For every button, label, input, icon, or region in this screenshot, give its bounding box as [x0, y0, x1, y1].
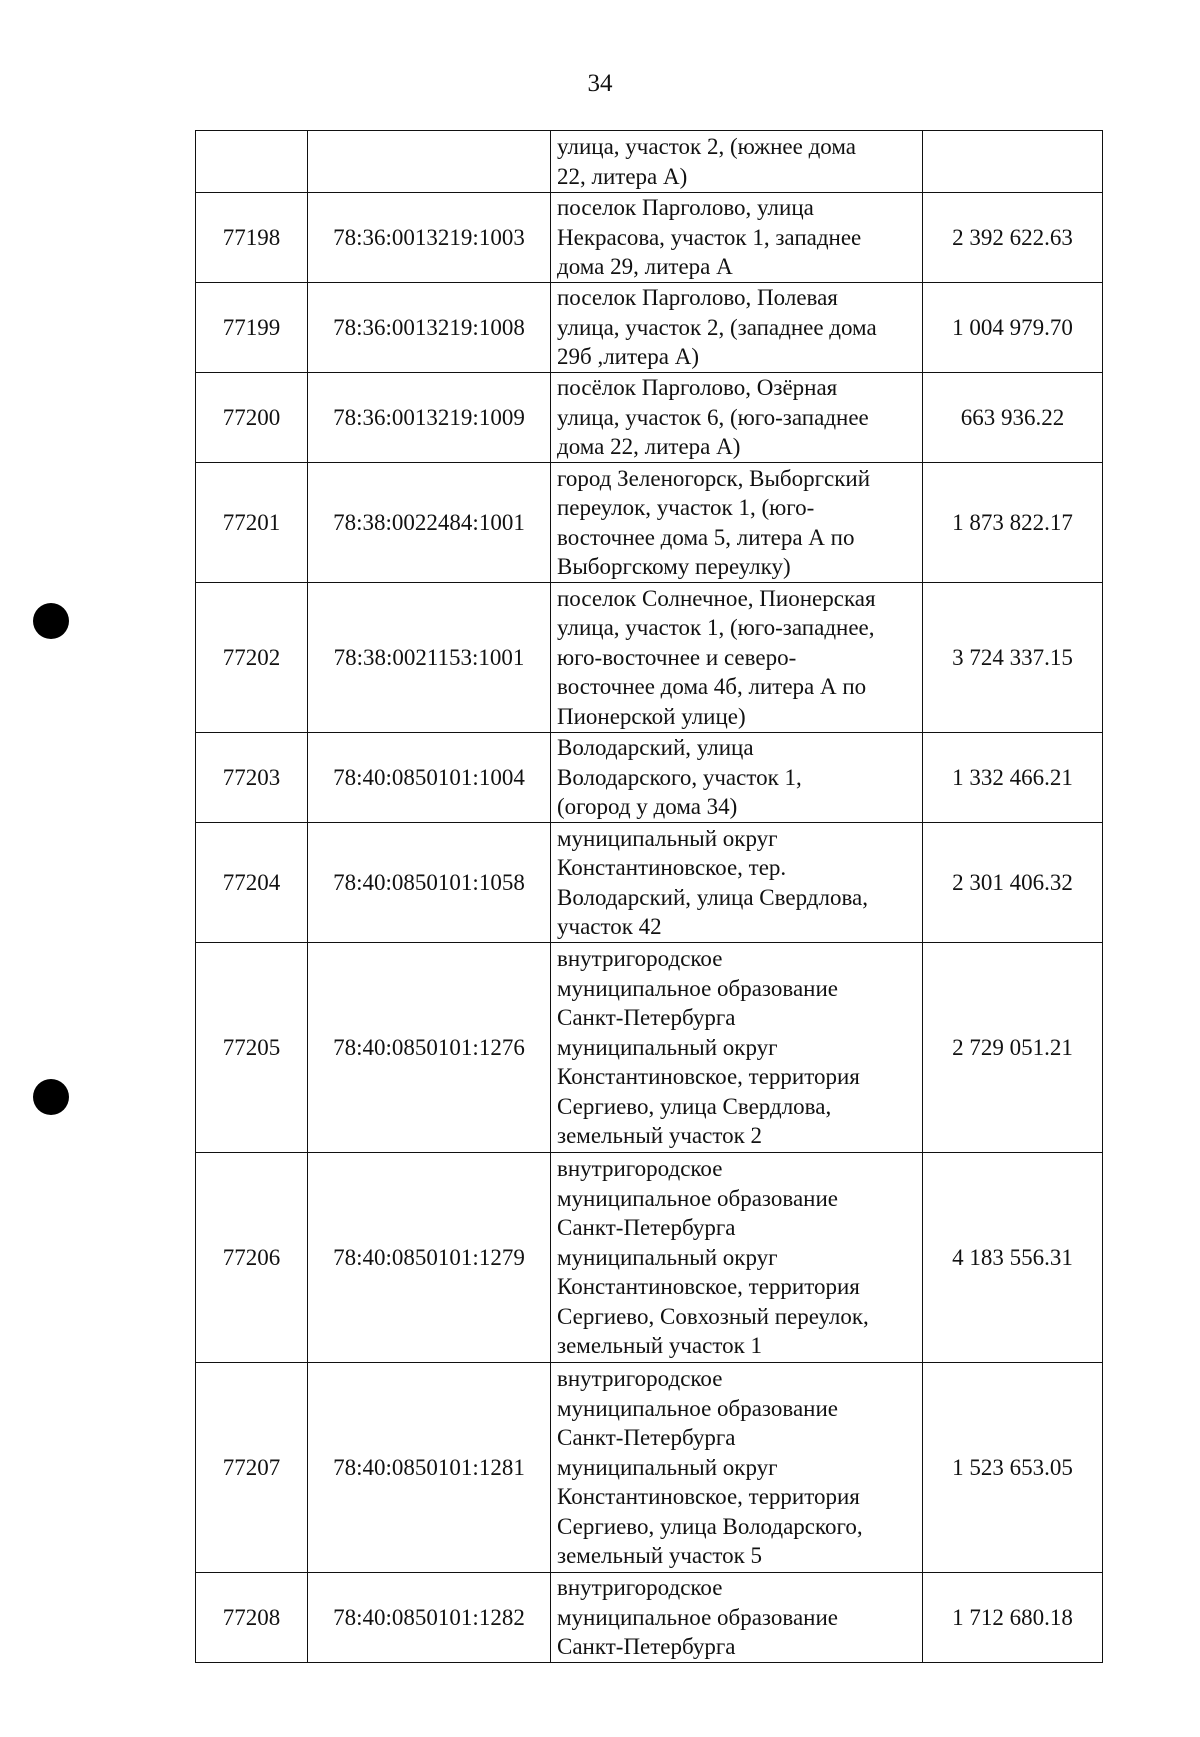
- address-cell: внутригородское муниципальное образование Санкт-Петербурга муниципальный округ Константиновское, территория Сергиево, улица Володарского, земельный участок 5: [551, 1363, 923, 1573]
- row-number-cell: [196, 131, 308, 193]
- row-number-cell: 77206: [196, 1153, 308, 1363]
- cadastral-number-cell: 78:38:0022484:1001: [308, 463, 551, 583]
- row-number-cell: 77203: [196, 733, 308, 823]
- land-plot-table: [195, 130, 1103, 1663]
- table-row: [196, 1363, 1103, 1573]
- cadastral-number-cell: 78:40:0850101:1281: [308, 1363, 551, 1573]
- punch-hole-mark: [33, 603, 69, 639]
- punch-hole-mark: [33, 1079, 69, 1115]
- row-number-cell: 77205: [196, 943, 308, 1153]
- cadastral-number-cell: 78:40:0850101:1279: [308, 1153, 551, 1363]
- address-cell: улица, участок 2, (южнее дома 22, литера А): [551, 131, 923, 193]
- table-row: [196, 1573, 1103, 1663]
- cadastral-value-cell: 2 729 051.21: [923, 943, 1103, 1153]
- table-row: [196, 823, 1103, 943]
- table-row: [196, 1153, 1103, 1363]
- row-number-cell: 77201: [196, 463, 308, 583]
- cadastral-value-cell: 4 183 556.31: [923, 1153, 1103, 1363]
- row-number-cell: 77200: [196, 373, 308, 463]
- address-cell: поселок Парголово, улица Некрасова, участок 1, западнее дома 29, литера А: [551, 193, 923, 283]
- address-cell: внутригородское муниципальное образование Санкт-Петербурга муниципальный округ Константиновское, территория Сергиево, Совхозный переулок, земельный участок 1: [551, 1153, 923, 1363]
- address-cell: Володарский, улица Володарского, участок 1, (огород у дома 34): [551, 733, 923, 823]
- row-number-cell: 77199: [196, 283, 308, 373]
- cadastral-value-cell: 1 873 822.17: [923, 463, 1103, 583]
- address-cell: внутригородское муниципальное образование Санкт-Петербурга муниципальный округ Константиновское, территория Сергиево, улица Свердлова, земельный участок 2: [551, 943, 923, 1153]
- address-cell: город Зеленогорск, Выборгский переулок, участок 1, (юго- восточнее дома 5, литера А по Выборгскому переулку): [551, 463, 923, 583]
- cadastral-number-cell: 78:36:0013219:1003: [308, 193, 551, 283]
- cadastral-number-cell: 78:38:0021153:1001: [308, 583, 551, 733]
- row-number-cell: 77202: [196, 583, 308, 733]
- table-row: [196, 193, 1103, 283]
- cadastral-value-cell: 1 004 979.70: [923, 283, 1103, 373]
- cadastral-number-cell: 78:40:0850101:1276: [308, 943, 551, 1153]
- address-cell: муниципальный округ Константиновское, тер. Володарский, улица Свердлова, участок 42: [551, 823, 923, 943]
- address-cell: внутригородское муниципальное образование Санкт-Петербурга: [551, 1573, 923, 1663]
- cadastral-number-cell: 78:40:0850101:1282: [308, 1573, 551, 1663]
- table-row: [196, 583, 1103, 733]
- cadastral-number-cell: 78:40:0850101:1058: [308, 823, 551, 943]
- cadastral-number-cell: 78:36:0013219:1009: [308, 373, 551, 463]
- table-row: [196, 463, 1103, 583]
- cadastral-value-cell: 2 392 622.63: [923, 193, 1103, 283]
- table-row: [196, 943, 1103, 1153]
- address-cell: поселок Парголово, Полевая улица, участок 2, (западнее дома 29б ,литера А): [551, 283, 923, 373]
- cadastral-value-cell: [923, 131, 1103, 193]
- table-row: [196, 131, 1103, 193]
- cadastral-number-cell: 78:40:0850101:1004: [308, 733, 551, 823]
- cadastral-value-cell: 1 712 680.18: [923, 1573, 1103, 1663]
- cadastral-number-cell: 78:36:0013219:1008: [308, 283, 551, 373]
- row-number-cell: 77208: [196, 1573, 308, 1663]
- table-row: [196, 283, 1103, 373]
- row-number-cell: 77198: [196, 193, 308, 283]
- cadastral-value-cell: 3 724 337.15: [923, 583, 1103, 733]
- cadastral-value-cell: 1 523 653.05: [923, 1363, 1103, 1573]
- row-number-cell: 77207: [196, 1363, 308, 1573]
- cadastral-value-cell: 663 936.22: [923, 373, 1103, 463]
- address-cell: поселок Солнечное, Пионерская улица, участок 1, (юго-западнее, юго-восточнее и северо- восточнее дома 4б, литера А по Пионерской улице): [551, 583, 923, 733]
- table-row: [196, 373, 1103, 463]
- cadastral-value-cell: 1 332 466.21: [923, 733, 1103, 823]
- address-cell: посёлок Парголово, Озёрная улица, участок 6, (юго-западнее дома 22, литера А): [551, 373, 923, 463]
- row-number-cell: 77204: [196, 823, 308, 943]
- cadastral-number-cell: [308, 131, 551, 193]
- page-number: 34: [587, 70, 613, 97]
- table-row: [196, 733, 1103, 823]
- cadastral-value-cell: 2 301 406.32: [923, 823, 1103, 943]
